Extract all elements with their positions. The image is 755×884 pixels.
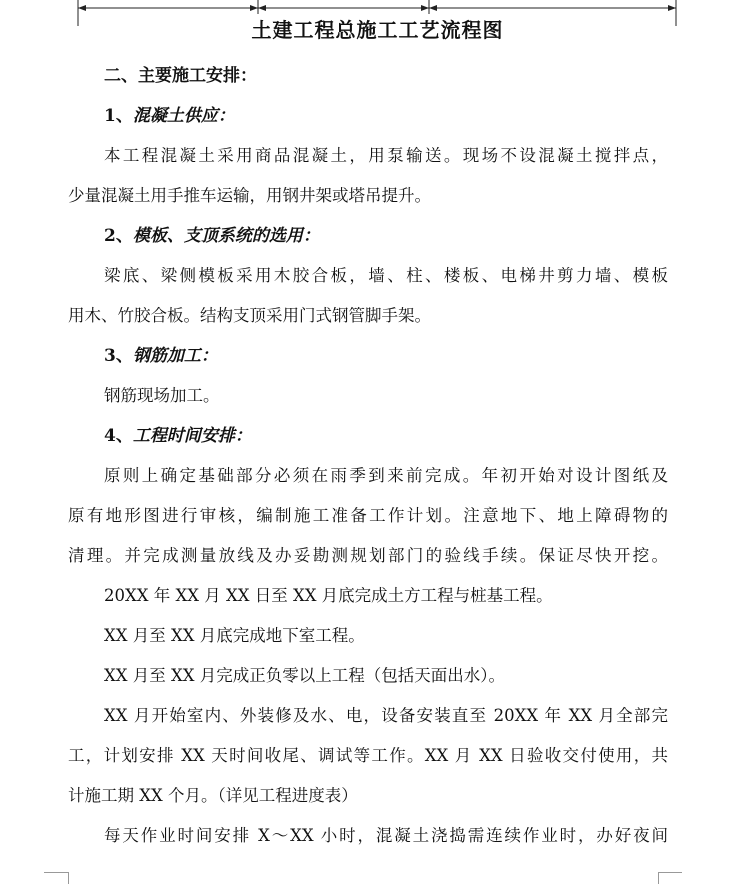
crop-mark bbox=[658, 872, 682, 873]
paragraph-line: 钢筋现场加工。 bbox=[104, 386, 220, 405]
crop-mark bbox=[44, 872, 68, 873]
subsection-label: 钢筋加工： bbox=[132, 346, 218, 366]
crop-mark bbox=[68, 872, 69, 884]
section-heading: 二、主要施工安排： bbox=[104, 66, 257, 86]
paragraph-line: 计施工期 XX 个月。（详见工程进度表） bbox=[68, 786, 358, 805]
paragraph-line: XX 月开始室内、外装修及水、电，设备安装直至 20XX 年 XX 月全部完 bbox=[104, 706, 668, 725]
paragraph-line: XX 月至 XX 月底完成地下室工程。 bbox=[104, 626, 365, 645]
subsection-number: 1、 bbox=[104, 106, 133, 126]
subsection-heading-formwork bbox=[104, 224, 668, 248]
paragraph-line: 梁底、梁侧模板采用木胶合板，墙、柱、楼板、电梯井剪力墙、模板 bbox=[104, 266, 668, 285]
paragraph-line: 少量混凝土用手推车运输，用钢井架或塔吊提升。 bbox=[68, 186, 431, 205]
subsection-label: 模板、支顶系统的选用： bbox=[132, 226, 320, 246]
crop-mark bbox=[658, 872, 659, 884]
paragraph-line: 本工程混凝土采用商品混凝土，用泵输送。现场不设混凝土搅拌点， bbox=[104, 146, 668, 165]
subsection-number: 2、 bbox=[104, 226, 133, 246]
subsection-heading-rebar bbox=[104, 344, 668, 368]
subsection-heading-concrete bbox=[104, 104, 668, 128]
paragraph-line: 工，计划安排 XX 天时间收尾、调试等工作。XX 月 XX 日验收交付使用，共 bbox=[68, 746, 668, 765]
subsection-number: 4、 bbox=[104, 426, 133, 446]
paragraph-line: 原则上确定基础部分必须在雨季到来前完成。年初开始对设计图纸及 bbox=[104, 466, 668, 485]
subsection-heading-schedule bbox=[104, 424, 668, 448]
paragraph-line: 用木、竹胶合板。结构支顶采用门式钢管脚手架。 bbox=[68, 306, 431, 325]
paragraph-line: XX 月至 XX 月完成正负零以上工程（包括天面出水）。 bbox=[104, 666, 505, 685]
paragraph-line: 20XX 年 XX 月 XX 日至 XX 月底完成土方工程与桩基工程。 bbox=[104, 586, 553, 605]
paragraph-line: 原有地形图进行审核，编制施工准备工作计划。注意地下、地上障碍物的 bbox=[68, 506, 668, 525]
paragraph-line: 每天作业时间安排 X～XX 小时，混凝土浇捣需连续作业时，办好夜间 bbox=[104, 826, 668, 845]
subsection-number: 3、 bbox=[104, 346, 133, 366]
document-title: 土建工程总施工工艺流程图 bbox=[251, 18, 504, 42]
subsection-label: 混凝土供应： bbox=[132, 106, 235, 126]
subsection-label: 工程时间安排： bbox=[132, 426, 252, 446]
paragraph-line: 清理。并完成测量放线及办妥勘测规划部门的验线手续。保证尽快开挖。 bbox=[68, 546, 668, 565]
